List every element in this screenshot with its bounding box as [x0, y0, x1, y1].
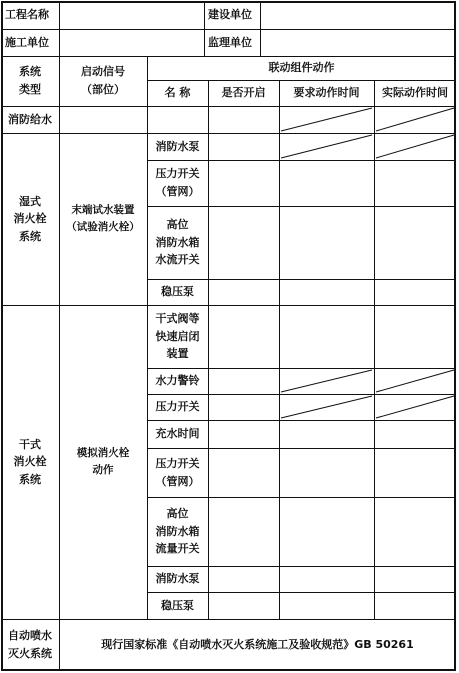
- component-name: 消防水泵: [155, 139, 200, 153]
- construction-unit-label: 建设单位: [208, 8, 252, 22]
- component-name: 充水时间: [155, 427, 200, 441]
- na-slash: [279, 394, 374, 420]
- component-name: 水力警铃: [155, 374, 200, 388]
- dry-system-signal: 模拟消火栓 动作: [76, 447, 130, 476]
- component-name: 干式阀等 快速启闭 装置: [155, 312, 200, 361]
- component-name: 压力开关: [155, 400, 200, 414]
- component-name: 压力开关 （管网）: [155, 456, 200, 488]
- fire-water-supply-label: 消防给水: [8, 112, 52, 126]
- column-rule: [279, 80, 280, 619]
- component-name: 压力开关 （管网）: [155, 167, 200, 198]
- component-name: 稳压泵: [161, 285, 194, 299]
- na-slash: [374, 394, 456, 420]
- na-slash: [374, 106, 456, 133]
- component-name: 消防水泵: [155, 572, 200, 586]
- na-slash: [279, 368, 374, 394]
- start-signal-header: 启动信号 （部位）: [81, 65, 125, 96]
- actual-time-header: 实际动作时间: [382, 86, 448, 100]
- dry-system-label: 干式 消火栓 系统: [13, 437, 47, 486]
- sprinkler-system-label: 自动喷水 灭火系统: [8, 629, 52, 660]
- project-name-label: 工程名称: [5, 8, 49, 22]
- supervision-unit-label: 监理单位: [208, 35, 252, 49]
- wet-system-signal: 末端试水装置 （试验消火栓）: [66, 204, 140, 233]
- column-rule: [260, 1, 261, 56]
- component-name: 高位 消防水箱 流量开关: [155, 507, 200, 556]
- column-rule: [208, 80, 209, 619]
- system-type-header: 系统 类型: [19, 65, 41, 96]
- na-slash: [374, 368, 456, 394]
- sprinkler-standard-note: 现行国家标准《自动喷水灭火系统施工及验收规范》GB 50261: [101, 638, 414, 652]
- component-name: 稳压泵: [161, 598, 194, 612]
- contractor-label: 施工单位: [5, 35, 49, 49]
- wet-system-label: 湿式 消火栓 系统: [13, 194, 47, 243]
- required-time-header: 要求动作时间: [293, 86, 360, 100]
- column-rule: [374, 80, 375, 619]
- is-open-header: 是否开启: [221, 86, 266, 100]
- linked-action-header: 联动组件动作: [268, 61, 335, 75]
- na-slash: [279, 133, 374, 160]
- name-header: 名 称: [164, 86, 191, 100]
- na-slash: [279, 106, 374, 133]
- na-slash: [374, 133, 456, 160]
- component-name: 高位 消防水箱 水流开关: [155, 218, 200, 267]
